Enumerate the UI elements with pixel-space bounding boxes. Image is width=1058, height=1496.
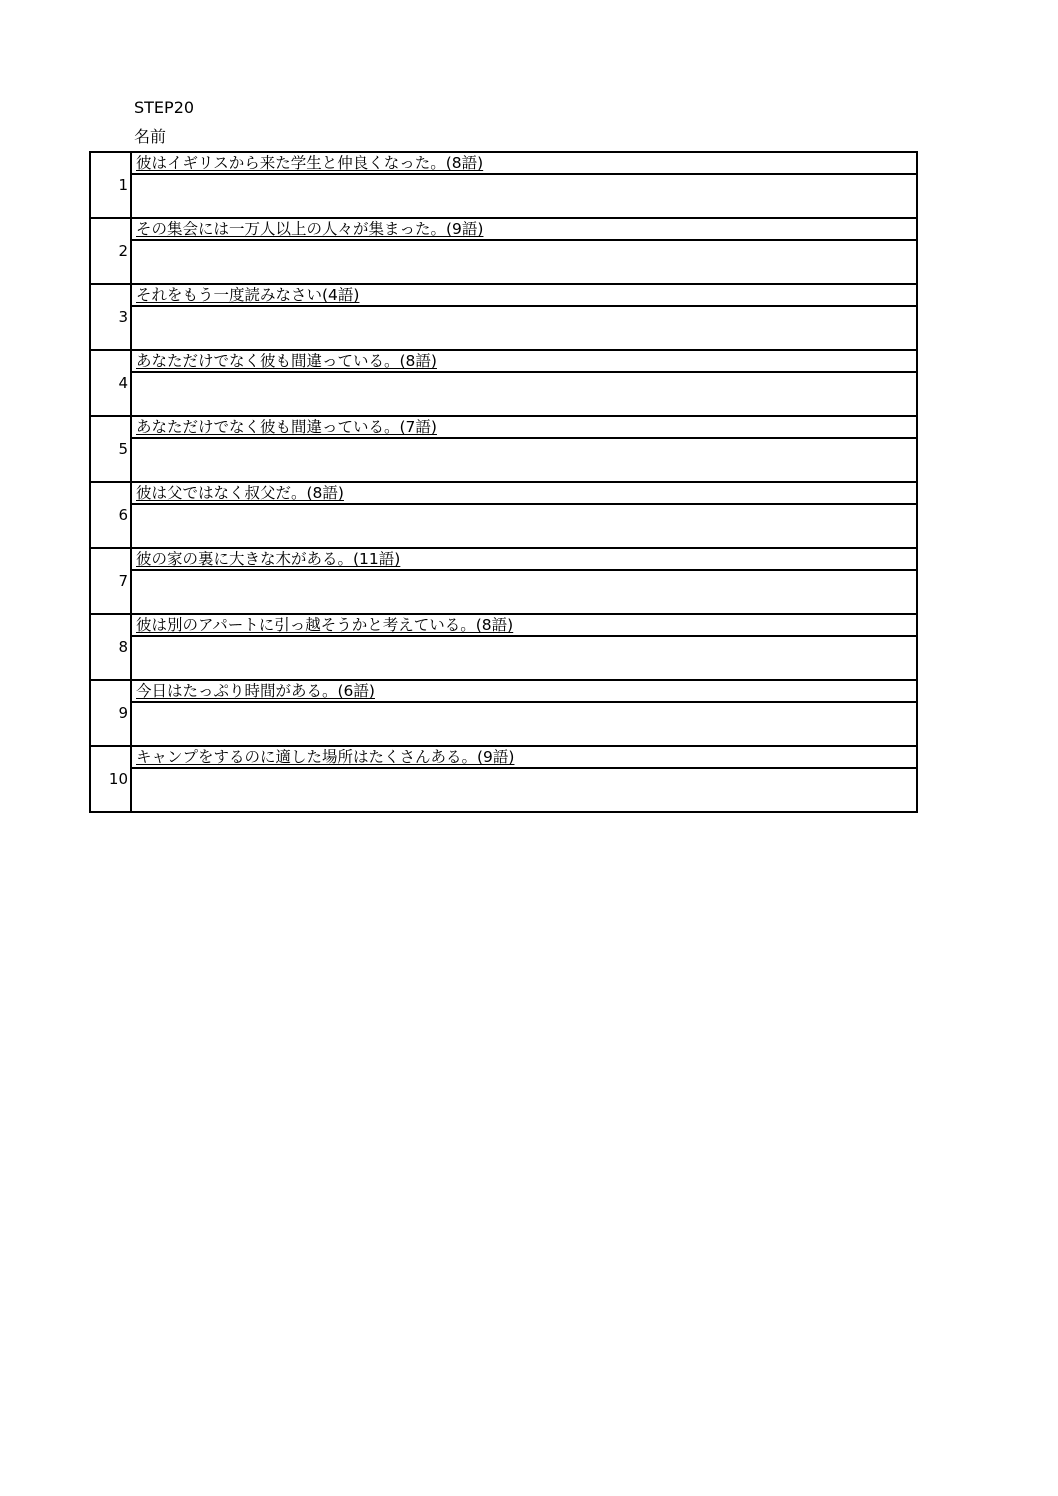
answer-row [90, 306, 917, 350]
answer-cell[interactable] [131, 372, 917, 416]
question-prompt: 彼の家の裏に大きな木がある。(11語) [136, 550, 401, 568]
question-prompt-cell [131, 218, 917, 240]
question-prompt-cell [131, 152, 917, 174]
name-label: 名前 [134, 127, 167, 146]
answer-cell[interactable] [131, 636, 917, 680]
answer-cell[interactable] [131, 174, 917, 218]
question-row [90, 614, 917, 636]
question-row [90, 416, 917, 438]
answer-cell[interactable] [131, 306, 917, 350]
question-number: 3 [90, 284, 131, 350]
question-prompt-cell [131, 416, 917, 438]
question-row [90, 284, 917, 306]
question-prompt: 今日はたっぷり時間がある。(6語) [136, 682, 375, 700]
question-prompt-cell [131, 350, 917, 372]
answer-row [90, 504, 917, 548]
answer-cell[interactable] [131, 240, 917, 284]
question-number: 8 [90, 614, 131, 680]
question-row [90, 746, 917, 768]
question-number: 10 [90, 746, 131, 812]
answer-cell[interactable] [131, 768, 917, 812]
question-number: 1 [90, 152, 131, 218]
question-number: 7 [90, 548, 131, 614]
question-prompt: 彼は父ではなく叔父だ。(8語) [136, 484, 344, 502]
answer-cell[interactable] [131, 504, 917, 548]
answer-row [90, 438, 917, 482]
answer-cell[interactable] [131, 438, 917, 482]
answer-cell[interactable] [131, 570, 917, 614]
question-prompt: あなただけでなく彼も間違っている。(7語) [136, 418, 437, 436]
answer-row [90, 174, 917, 218]
answer-row [90, 636, 917, 680]
answer-row [90, 768, 917, 812]
answer-row [90, 372, 917, 416]
question-rows [90, 152, 917, 812]
question-prompt: それをもう一度読みなさい(4語) [136, 286, 360, 304]
question-prompt: 彼は別のアパートに引っ越そうかと考えている。(8語) [136, 616, 514, 634]
question-row [90, 218, 917, 240]
answer-row [90, 702, 917, 746]
answer-cell[interactable] [131, 702, 917, 746]
question-table [89, 151, 918, 813]
question-number: 2 [90, 218, 131, 284]
question-row [90, 548, 917, 570]
answer-row [90, 570, 917, 614]
question-number: 5 [90, 416, 131, 482]
question-prompt: あなただけでなく彼も間違っている。(8語) [136, 352, 437, 370]
question-prompt-cell [131, 746, 917, 768]
question-row [90, 482, 917, 504]
question-prompt-cell [131, 548, 917, 570]
question-prompt: その集会には一万人以上の人々が集まった。(9語) [136, 220, 484, 238]
worksheet-title: STEP20 [134, 98, 195, 117]
question-prompt-cell [131, 482, 917, 504]
question-prompt-cell [131, 284, 917, 306]
question-prompt: 彼はイギリスから来た学生と仲良くなった。(8語) [136, 154, 484, 172]
question-row [90, 350, 917, 372]
question-number: 4 [90, 350, 131, 416]
question-row [90, 152, 917, 174]
question-prompt-cell [131, 614, 917, 636]
answer-row [90, 240, 917, 284]
question-row [90, 680, 917, 702]
question-prompt: キャンプをするのに適した場所はたくさんある。(9語) [136, 748, 515, 766]
question-prompt-cell [131, 680, 917, 702]
question-number: 9 [90, 680, 131, 746]
question-number: 6 [90, 482, 131, 548]
